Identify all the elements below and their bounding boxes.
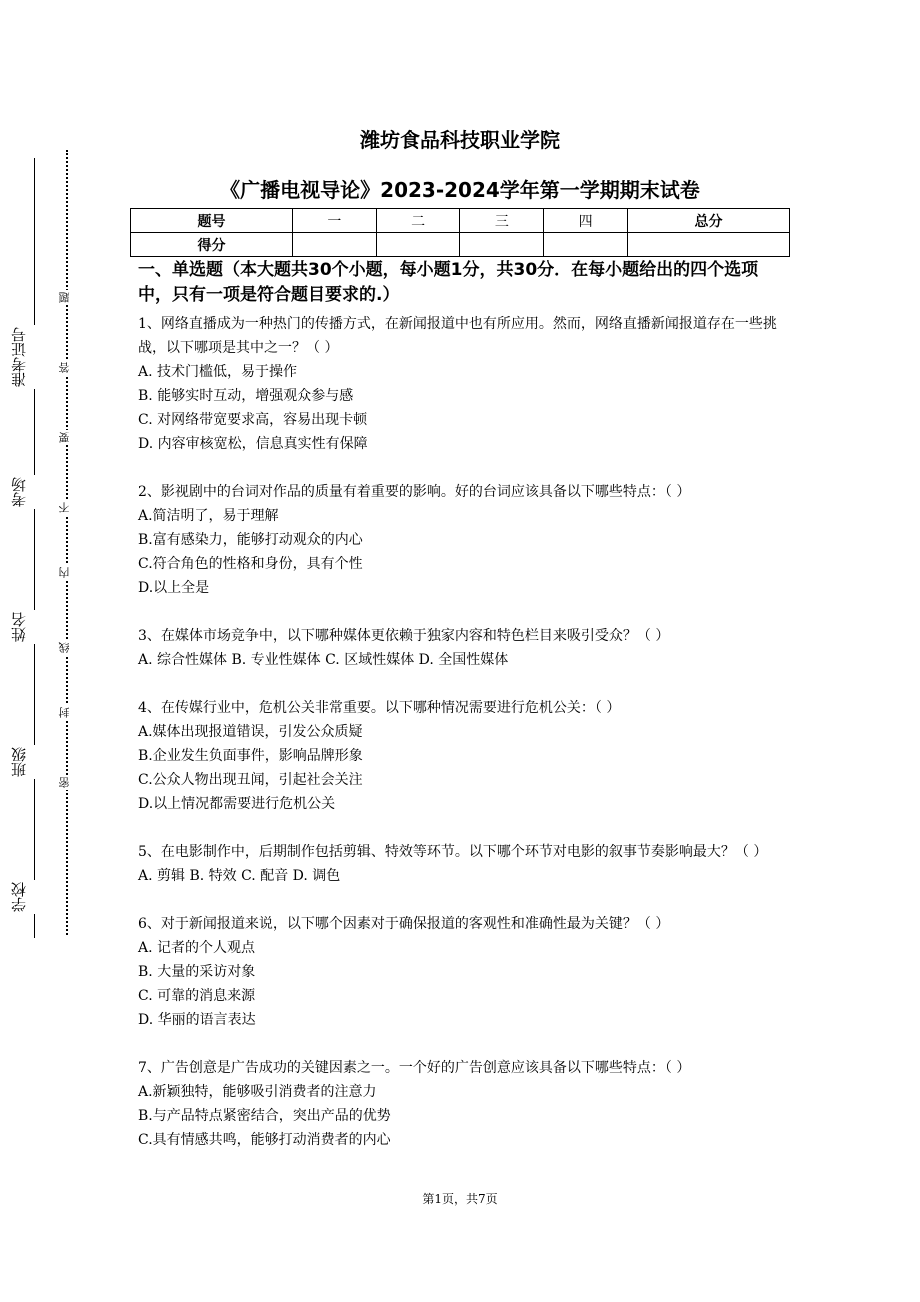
score-empty-cell[interactable] [628, 233, 790, 257]
score-header-cell: 三 [460, 209, 544, 233]
section-title: 一、单选题（本大题共30个小题，每小题1分，共30分．在每小题给出的四个选项中，只有一项是符合题目要求的.） [138, 260, 759, 305]
score-header-cell: 四 [544, 209, 628, 233]
binding-field-school: 学校 [8, 880, 48, 914]
question-stem: 2、影视剧中的台词对作品的质量有着重要的影响。好的台词应该具备以下哪些特点：（ ） [138, 484, 691, 500]
binding-warning-char: 封 [57, 705, 77, 720]
score-empty-cell[interactable] [292, 233, 376, 257]
question-option: D. 华丽的语言表达 [138, 1012, 256, 1028]
page-footer: 第1页，共7页 [422, 1192, 498, 1206]
question-stem: 7、广告创意是广告成功的关键因素之一。一个好的广告创意应该具备以下哪些特点：（ ） [138, 1060, 691, 1076]
score-empty-cell[interactable] [460, 233, 544, 257]
question-option: A. 综合性媒体 B. 专业性媒体 C. 区域性媒体 D. 全国性媒体 [138, 652, 509, 668]
question-3 [138, 624, 788, 672]
binding-warning-char: 线 [57, 640, 77, 655]
score-table-header-row [131, 209, 790, 233]
exam-title: 《广播电视导论》2023-2024学年第一学期期末试卷 [220, 178, 700, 202]
score-table-score-row [131, 233, 790, 257]
binding-solid-line [34, 158, 35, 938]
question-4 [138, 696, 788, 816]
question-option: B. 能够实时互动，增强观众参与感 [138, 388, 354, 404]
question-option: B.与产品特点紧密结合，突出产品的优势 [138, 1108, 391, 1124]
binding-warning-char: 要 [57, 430, 77, 445]
question-option: A.媒体出现报道错误，引发公众质疑 [138, 724, 363, 740]
question-7 [138, 1056, 788, 1152]
question-option: C.公众人物出现丑闻，引起社会关注 [138, 772, 363, 788]
score-empty-cell[interactable] [376, 233, 460, 257]
score-header-cell: 一 [292, 209, 376, 233]
question-2 [138, 480, 788, 600]
question-stem: 3、在媒体市场竞争中，以下哪种媒体更依赖于独家内容和特色栏目来吸引受众？（ ） [138, 628, 670, 644]
question-option: A. 剪辑 B. 特效 C. 配音 D. 调色 [138, 868, 341, 884]
question-option: C. 可靠的消息来源 [138, 988, 256, 1004]
question-option: A.简洁明了，易于理解 [138, 508, 279, 524]
question-option: C.具有情感共鸣，能够打动消费者的内心 [138, 1132, 391, 1148]
binding-warning-char: 内 [57, 565, 77, 580]
binding-warning-char: 答 [57, 360, 77, 375]
question-stem: 6、对于新闻报道来说，以下哪个因素对于确保报道的客观性和准确性最为关键？（ ） [138, 916, 670, 932]
binding-field-class: 班级 [8, 745, 48, 779]
score-header-cell: 二 [376, 209, 460, 233]
question-stem: 5、在电影制作中，后期制作包括剪辑、特效等环节。以下哪个环节对电影的叙事节奏影响最大？（ ） [138, 844, 768, 860]
question-option: D.以上全是 [138, 580, 210, 596]
question-option: B.富有感染力，能够打动观众的内心 [138, 532, 363, 548]
question-stem: 4、在传媒行业中，危机公关非常重要。以下哪种情况需要进行危机公关：（ ） [138, 700, 621, 716]
binding-field-name: 姓名 [8, 610, 48, 644]
question-6 [138, 912, 788, 1032]
binding-warning-char: 不 [57, 500, 77, 515]
question-option: C.符合角色的性格和身份，具有个性 [138, 556, 363, 572]
question-option: D. 内容审核宽松，信息真实性有保障 [138, 436, 368, 452]
question-1 [138, 312, 788, 456]
binding-margin [0, 140, 110, 960]
score-header-cell: 题号 [131, 209, 293, 233]
score-empty-cell[interactable] [544, 233, 628, 257]
school-name: 潍坊食品科技职业学院 [360, 128, 560, 152]
score-header-cell: 总分 [628, 209, 790, 233]
question-option: A. 记者的个人观点 [138, 940, 256, 956]
question-option: A. 技术门槛低，易于操作 [138, 364, 298, 380]
question-option: D.以上情况都需要进行危机公关 [138, 796, 336, 812]
score-table [130, 208, 790, 257]
binding-warning-char: 题 [57, 290, 77, 305]
question-5 [138, 840, 788, 888]
score-row-label: 得分 [131, 233, 293, 257]
question-option: C. 对网络带宽要求高，容易出现卡顿 [138, 412, 368, 428]
binding-field-exam-room: 考场 [8, 475, 48, 509]
question-option: B. 大量的采访对象 [138, 964, 256, 980]
question-stem: 1、网络直播成为一种热门的传播方式，在新闻报道中也有所应用。然而，网络直播新闻报道存在一些挑战，以下哪项是其中之一？（ ） [138, 316, 777, 356]
exam-content [138, 258, 788, 1176]
binding-warning-char: 密 [57, 775, 77, 790]
question-option: B.企业发生负面事件，影响品牌形象 [138, 748, 363, 764]
binding-dotted-line [66, 150, 68, 935]
binding-field-ticket-number: 准考证号 [8, 325, 48, 389]
question-option: A.新颖独特，能够吸引消费者的注意力 [138, 1084, 377, 1100]
